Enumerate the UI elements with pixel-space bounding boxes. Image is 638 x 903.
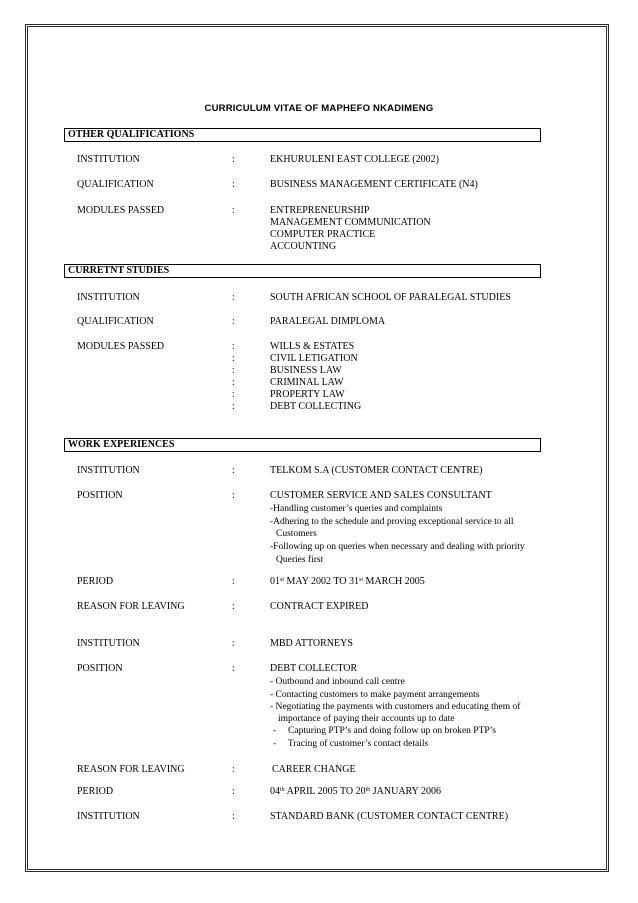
value-reason-for-leaving: CONTRACT EXPIRED: [270, 601, 369, 612]
colon: :: [232, 316, 235, 327]
colon: :: [232, 490, 235, 501]
label-institution: INSTITUTION: [77, 465, 140, 476]
label-institution: INSTITUTION: [77, 811, 140, 822]
value-institution: STANDARD BANK (CUSTOMER CONTACT CENTRE): [270, 811, 509, 822]
duty-item: Queries first: [276, 555, 324, 565]
module-item: COMPUTER PRACTICE: [270, 229, 376, 240]
value-period: [270, 786, 441, 798]
period-middle: APRIL 2005 TO 20: [284, 786, 366, 797]
colon: :: [232, 576, 235, 587]
label-institution: INSTITUTION: [77, 292, 140, 303]
duty-item: -Handling customer’s queries and complaints: [270, 504, 443, 514]
label-qualification: QUALIFICATION: [77, 179, 154, 190]
value-period: [270, 576, 425, 588]
period-end-suffix: st: [359, 577, 364, 583]
module-item: DEBT COLLECTING: [270, 401, 362, 412]
label-modules-passed: MODULES PASSED: [77, 205, 165, 216]
label-modules-passed: MODULES PASSED: [77, 341, 165, 352]
colon: :: [232, 663, 235, 674]
duty-item: -Adhering to the schedule and proving exceptional service to all: [270, 517, 514, 527]
duty-item: - Capturing PTP’s and doing follow up on broken PTP’s: [273, 726, 496, 736]
period-end-suffix: th: [365, 787, 371, 793]
duty-item: - Negotiating the payments with customers and educating them of: [270, 702, 521, 712]
duty-item: Customers: [276, 529, 317, 539]
value-institution: TELKOM S.A (CUSTOMER CONTACT CENTRE): [270, 465, 483, 476]
label-period: PERIOD: [77, 786, 114, 797]
colon: :: [232, 786, 235, 797]
colon: :: [232, 179, 235, 190]
period-start-day: 01: [270, 576, 280, 587]
label-position: POSITION: [77, 663, 123, 674]
period-start-suffix: th: [280, 787, 285, 793]
colon: :: [232, 601, 235, 612]
document-title: CURRICULUM VITAE OF MAPHEFO NKADIMENG: [204, 103, 434, 114]
colon: :: [232, 365, 235, 376]
colon: :: [232, 341, 235, 352]
duty-item: importance of paying their accounts up to date: [278, 714, 455, 724]
value-position: CUSTOMER SERVICE AND SALES CONSULTANT: [270, 490, 492, 501]
period-end: JANUARY 2006: [370, 786, 442, 797]
duty-item: -Following up on queries when necessary and dealing with priority: [270, 542, 525, 552]
value-institution: SOUTH AFRICAN SCHOOL OF PARALEGAL STUDIES: [270, 292, 511, 303]
colon: :: [232, 377, 235, 388]
label-institution: INSTITUTION: [77, 638, 140, 649]
module-item: PROPERTY LAW: [270, 389, 345, 400]
colon: :: [232, 154, 235, 165]
module-item: MANAGEMENT COMMUNICATION: [270, 217, 431, 228]
module-item: BUSINESS LAW: [270, 365, 342, 376]
duty-item: - Outbound and inbound call centre: [270, 677, 405, 687]
value-institution: MBD ATTORNEYS: [270, 638, 353, 649]
colon: :: [232, 401, 235, 412]
module-item: CRIMINAL LAW: [270, 377, 344, 388]
label-reason-for-leaving: REASON FOR LEAVING: [77, 764, 185, 775]
colon: :: [232, 353, 235, 364]
module-item: ENTREPRENEURSHIP: [270, 205, 370, 216]
duty-item: - Tracing of customer’s contact details: [273, 739, 429, 749]
value-qualification: PARALEGAL DIMPLOMA: [270, 316, 386, 327]
value-institution: EKHURULENI EAST COLLEGE (2002): [270, 154, 439, 165]
colon: :: [232, 389, 235, 400]
section-header-work-experiences: WORK EXPERIENCES: [64, 438, 541, 452]
period-start-day: 04: [270, 786, 280, 797]
colon: :: [232, 638, 235, 649]
period-start-suffix: st: [280, 577, 285, 583]
module-item: ACCOUNTING: [270, 241, 337, 252]
value-qualification: BUSINESS MANAGEMENT CERTIFICATE (N4): [270, 179, 478, 190]
label-institution: INSTITUTION: [77, 154, 140, 165]
label-qualification: QUALIFICATION: [77, 316, 154, 327]
label-period: PERIOD: [77, 576, 114, 587]
colon: :: [232, 764, 235, 775]
colon: :: [232, 465, 235, 476]
label-reason-for-leaving: REASON FOR LEAVING: [77, 601, 185, 612]
module-item: WILLS & ESTATES: [270, 341, 355, 352]
section-header-current-studies: CURRETNT STUDIES: [64, 264, 541, 278]
label-position: POSITION: [77, 490, 123, 501]
module-item: CIVIL LETIGATION: [270, 353, 358, 364]
period-middle: MAY 2002 TO 31: [284, 576, 360, 587]
value-position: DEBT COLLECTOR: [270, 663, 358, 674]
period-end: MARCH 2005: [363, 576, 425, 587]
duty-item: - Contacting customers to make payment arrangements: [270, 690, 480, 700]
colon: :: [232, 811, 235, 822]
colon: :: [232, 205, 235, 216]
colon: :: [232, 292, 235, 303]
value-reason-for-leaving: CAREER CHANGE: [272, 764, 356, 775]
section-header-other-qualifications: OTHER QUALIFICATIONS: [64, 128, 541, 142]
